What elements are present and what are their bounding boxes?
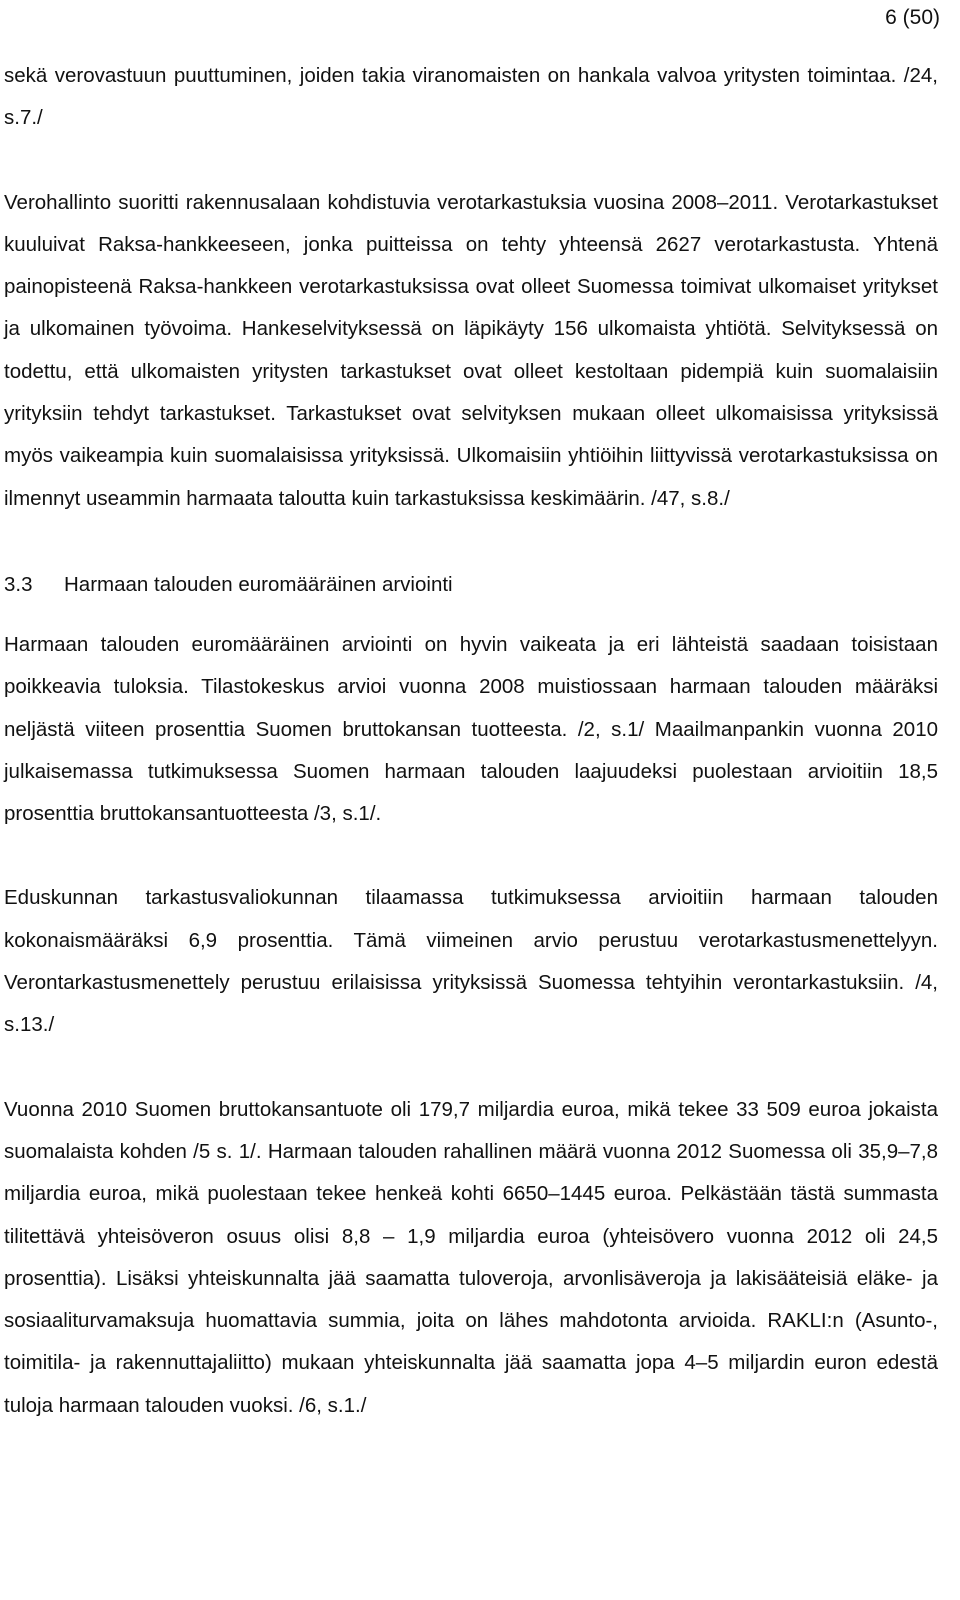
paragraph-2: Verohallinto suoritti rakennusalaan kohdistuvia verotarkastuksia vuosina 2008–2011. Verotarkastukset kuuluivat Raksa-hankkeeseen, jonka puitteissa on tehty yhteensä 2627 verotarkastusta. Yhtenä painopisteenä Raksa-hankkeen verotarkastuksissa ovat olleet Suomessa toimivat ulkomaiset yritykset ja ulkomainen työvoima. Hankeselvityksessä on läpikäyty 156 ulkomaista yhtiötä. Selvityksessä on todettu, että ulkomaisten yritysten tarkastukset ovat olleet kestoltaan pidempiä kuin suomalaisiin yrityksiin tehdyt tarkastukset. Tarkastukset ovat selvityksen mukaan olleet ulkomaisissa yrityksissä myös vaikeampia kuin suomalaisissa yrityksissä. Ulkomaisiin yhtiöihin liittyvissä verotarkastuksissa on ilmennyt useammin harmaata taloutta kuin tarkastuksissa keskimäärin. /47, s.8./ bbox=[4, 190, 938, 510]
paragraph-5: Vuonna 2010 Suomen bruttokansantuote oli 179,7 miljardia euroa, mikä tekee 33 509 euroa jokaista suomalaista kohden /5 s. 1/. Harmaan talouden rahallinen määrä vuonna 2012 Suomessa oli 35,9–7,8 miljardia euroa, mikä puolestaan tekee henkeä kohti 6650–1445 euroa. Pelkästään tästä summasta tilitettävä yhteisöveron osuus olisi 8,8 – 1,9 miljardia euroa (yhteisövero vuonna 2012 oli 24,5 prosenttia). Lisäksi yhteiskunnalta jää saamatta tuloveroja, arvonlisäveroja ja lakisääteisiä eläke- ja sosiaaliturvamaksuja huomattavia summia, joita on lähes mahdotonta arvioida. RAKLI:n (Asunto-, toimitila- ja rakennuttajaliitto) mukaan yhteiskunnalta jää saamatta jopa 4–5 miljardin euron edestä tuloja harmaan talouden vuoksi. /6, s.1./ bbox=[4, 1097, 938, 1417]
paragraph-4: Eduskunnan tarkastusvaliokunnan tilaamassa tutkimuksessa arvioitiin harmaan talouden kokonaismääräksi 6,9 prosenttia. Tämä viimeinen arvio perustuu verotarkastusmenettelyyn. Verontarkastusmenettely perustuu erilaisissa yrityksissä Suomessa tehtyihin verontarkastuksiin. /4, s.13./ bbox=[4, 886, 938, 1037]
document-body bbox=[4, 55, 938, 1427]
section-title: Harmaan talouden euromääräinen arviointi bbox=[64, 572, 453, 596]
section-heading bbox=[4, 570, 938, 600]
section-number: 3.3 bbox=[4, 572, 33, 596]
page-number: 6 (50) bbox=[885, 6, 940, 29]
paragraph-1: sekä verovastuun puuttuminen, joiden takia viranomaisten on hankala valvoa yritysten toimintaa. /24, s.7./ bbox=[4, 64, 938, 130]
paragraph-3: Harmaan talouden euromääräinen arviointi on hyvin vaikeata ja eri lähteistä saadaan toisistaan poikkeavia tuloksia. Tilastokeskus arvioi vuonna 2008 muistiossaan harmaan talouden määräksi neljästä viiteen prosenttia Suomen bruttokansan tuotteesta. /2, s.1/ Maailmanpankin vuonna 2010 julkaisemassa tutkimuksessa Suomen harmaan talouden laajuudeksi puolestaan arvioitiin 18,5 prosenttia bruttokansantuotteesta /3, s.1/. bbox=[4, 632, 938, 826]
